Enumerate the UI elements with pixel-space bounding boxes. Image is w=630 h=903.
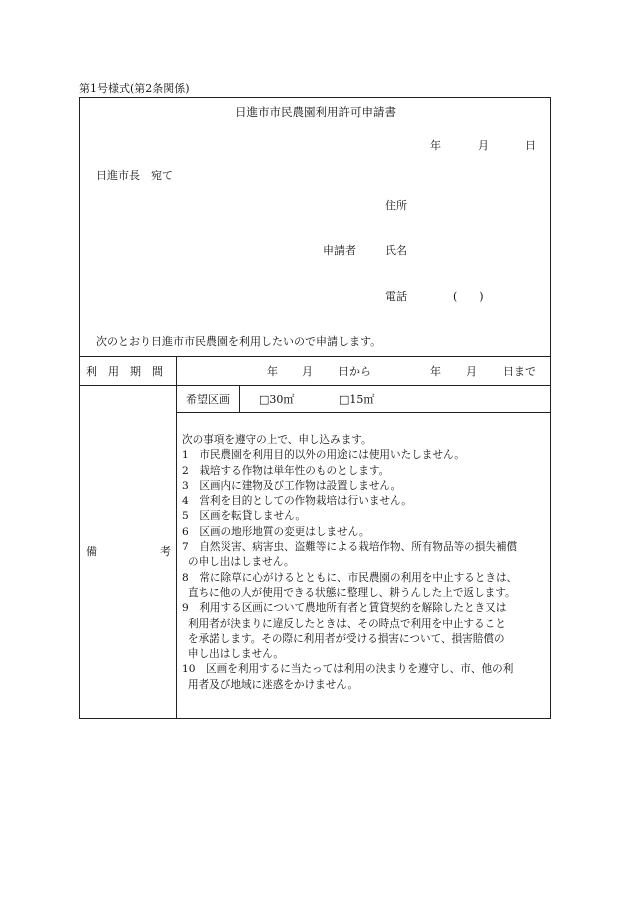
period-from-day: 日から xyxy=(338,365,371,378)
form-id: 第1号様式(第2条関係) xyxy=(79,82,190,95)
remarks-item: 3 区画内に建物及び工作物は設置しません。 xyxy=(182,479,402,492)
period-to-year: 年 xyxy=(430,365,441,378)
plot-label: 希望区画 xyxy=(186,393,230,406)
remarks-item: 9 利用する区画について農地所有者と賃貸契約を解除したとき又は 利用者が決まりに違反したときは、その時点で利用を中止すること を承諾します。その際に利用者が受ける損害について、損害賠償の 申し出はしません。 xyxy=(182,602,507,661)
application-statement: 次のとおり日進市市民農園を利用したいので申請します。 xyxy=(96,335,382,348)
period-to-month: 月 xyxy=(466,365,477,378)
date-year-label: 年 xyxy=(430,139,441,152)
date-month-label: 月 xyxy=(478,139,489,152)
divider-period-bottom xyxy=(79,385,551,386)
remarks-label-left: 備 xyxy=(86,545,97,558)
remarks-item: 10 区画を利用するに当たっては利用の決まりを遵守し、市、他の利 用者及び地域に迷惑をかけません。 xyxy=(182,663,514,691)
plot-option-15[interactable]: □15㎡ xyxy=(339,393,375,406)
period-from-month: 月 xyxy=(302,365,313,378)
remarks-item: 7 自然災害、病害虫、盗難等による栽培作物、所有物品等の損失補償 の申し出はしません。 xyxy=(182,541,518,569)
remarks-item: 6 区画の地形地質の変更はしません。 xyxy=(182,525,370,538)
remarks-item: 1 市民農園を利用目的以外の用途には使用いたしません。 xyxy=(182,449,465,462)
addressee: 日進市長 宛て xyxy=(96,169,173,182)
period-to-day: 日まで xyxy=(503,365,536,378)
remarks-text xyxy=(182,433,548,693)
divider-plot-bottom xyxy=(176,412,551,413)
remarks-intro: 次の事項を遵守の上で、申し込みます。 xyxy=(182,434,372,446)
divider-period-top xyxy=(79,356,551,357)
date-day-label: 日 xyxy=(525,139,536,152)
remarks-label-right: 考 xyxy=(160,545,171,558)
remarks-item: 2 栽培する作物は単年性のものとします。 xyxy=(182,464,390,477)
period-label: 利 用 期 間 xyxy=(86,365,163,378)
address-label: 住所 xyxy=(385,199,407,212)
period-from-year: 年 xyxy=(267,365,278,378)
divider-plot-label xyxy=(239,385,240,412)
plot-option-30[interactable]: □30㎡ xyxy=(259,393,295,406)
applicant-label: 申請者 xyxy=(323,244,356,257)
remarks-item: 5 区画を転貸しません。 xyxy=(182,510,306,523)
remarks-item: 8 常に除草に心がけるとともに、市民農園の利用を中止するときは、 直ちに他の人が使用できる状態に整理し、耕うんした上で返します。 xyxy=(182,571,518,599)
name-label: 氏名 xyxy=(385,244,407,257)
phone-label: 電話 xyxy=(385,290,407,303)
divider-label-column xyxy=(176,356,177,719)
remarks-item: 4 営利を目的としての作物栽培は行いません。 xyxy=(182,495,412,508)
phone-area-code-paren: ( ) xyxy=(453,290,484,303)
form-title: 日進市市民農園利用許可申請書 xyxy=(235,105,396,119)
